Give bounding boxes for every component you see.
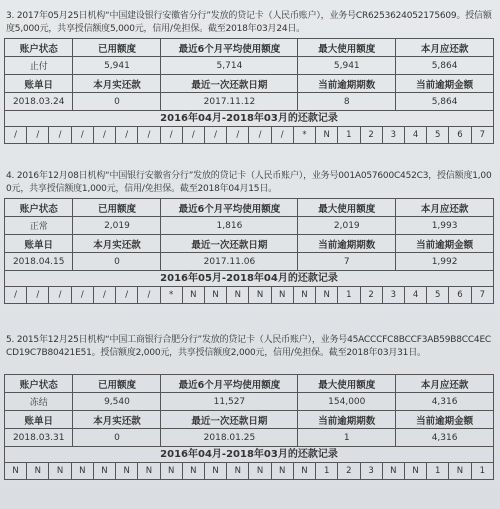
value-cell: 2,019: [73, 217, 161, 235]
value-cell: 8: [298, 93, 396, 111]
repayment-cell: N: [382, 463, 404, 480]
header-row: [5, 375, 494, 393]
value-cell: 1,992: [396, 253, 494, 271]
repayment-cell: /: [71, 287, 93, 304]
header-cell: 账单日: [5, 235, 73, 253]
header-cell: 本月应还款: [396, 199, 494, 217]
repayment-cell: 7: [471, 127, 493, 144]
value-cell: 0: [73, 429, 161, 447]
value-cell: 0: [73, 253, 161, 271]
repayment-cell: 1: [338, 127, 360, 144]
repayment-record-table: [4, 126, 494, 144]
repayment-cell: N: [227, 463, 249, 480]
header-cell: 本月实还款: [73, 235, 161, 253]
record-description: 3. 2017年05月25日机构“中国建设银行安徽省分行”发放的贷记卡（人民币账户），业务号CR625362405217560​9。授信额度5,000元，共享授信额度5,000元，信用/免担保。截至2018年03月24日。: [6, 11, 492, 34]
repayment-cell: N: [227, 287, 249, 304]
repayment-cell: /: [5, 287, 27, 304]
header-row: [5, 39, 494, 57]
repayment-cell: /: [93, 127, 115, 144]
header-cell: 最大使用额度: [298, 375, 396, 393]
value-cell: 1,816: [161, 217, 298, 235]
header-cell: 本月实还款: [73, 75, 161, 93]
value-row: [5, 253, 494, 271]
repayment-cell: *: [160, 287, 182, 304]
repayment-cell: 6: [449, 127, 471, 144]
repayment-cell: /: [204, 127, 226, 144]
repayment-cell: 4: [404, 287, 426, 304]
header-cell: 已用额度: [73, 375, 161, 393]
repayment-cell: /: [227, 127, 249, 144]
value-cell: 1: [298, 429, 396, 447]
repayment-cell: N: [182, 287, 204, 304]
account-summary-table: [4, 198, 494, 271]
header-row: [5, 75, 494, 93]
header-cell: 最近一次还款日期: [161, 235, 298, 253]
credit-card-record-3: [4, 10, 494, 144]
record-description: 5. 2015年12月25日机构“中国工商银行合肥分行”发放的贷记卡（人民币账户），业务号45ACCCFC8BCCF3AB59B8CC4ECCD19C7B80421E51。授信额度2,000元，共享授信额度2,000元，信用/免担保。截至2018年03月31日。: [6, 335, 492, 358]
repayment-cell: /: [49, 287, 71, 304]
value-cell: 止付: [5, 57, 73, 75]
value-cell: 2018.01.25: [161, 429, 298, 447]
repayment-cell: /: [27, 127, 49, 144]
header-cell: 账户状态: [5, 375, 73, 393]
repayment-cell: 4: [404, 127, 426, 144]
repayment-cell: N: [204, 287, 226, 304]
repayment-cell: 5: [427, 127, 449, 144]
header-cell: 当前逾期金额: [396, 411, 494, 429]
repayment-cell: 2: [338, 463, 360, 480]
header-row: [5, 199, 494, 217]
repayment-cell: /: [271, 127, 293, 144]
value-cell: 2018.04.15: [5, 253, 73, 271]
repayment-cell: /: [160, 127, 182, 144]
repayment-cell: 1: [338, 287, 360, 304]
header-cell: 最近6个月平均使用额度: [161, 375, 298, 393]
header-cell: 最近6个月平均使用额度: [161, 199, 298, 217]
repayment-cell: N: [116, 463, 138, 480]
repayment-record-row: [5, 463, 494, 480]
repayment-cell: /: [49, 127, 71, 144]
header-row: [5, 411, 494, 429]
repayment-cell: 1: [427, 463, 449, 480]
value-cell: 2018.03.24: [5, 93, 73, 111]
header-cell: 账单日: [5, 75, 73, 93]
header-cell: 当前逾期期数: [298, 411, 396, 429]
value-cell: 4,316: [396, 393, 494, 411]
header-cell: 账户状态: [5, 199, 73, 217]
value-cell: 5,941: [73, 57, 161, 75]
repayment-cell: N: [449, 463, 471, 480]
repayment-record-row: [5, 287, 494, 304]
repayment-cell: N: [204, 463, 226, 480]
repayment-record-table: [4, 462, 494, 480]
value-cell: 5,714: [161, 57, 298, 75]
header-cell: 当前逾期金额: [396, 235, 494, 253]
repayment-cell: 3: [382, 287, 404, 304]
value-cell: 9,540: [73, 393, 161, 411]
header-cell: 已用额度: [73, 199, 161, 217]
repayment-cell: N: [138, 463, 160, 480]
header-cell: 本月应还款: [396, 375, 494, 393]
value-row: [5, 393, 494, 411]
header-cell: 本月实还款: [73, 411, 161, 429]
repayment-cell: N: [93, 463, 115, 480]
repayment-cell: /: [138, 127, 160, 144]
header-cell: 当前逾期期数: [298, 235, 396, 253]
repayment-cell: /: [138, 287, 160, 304]
repayment-record-table: [4, 286, 494, 304]
repayment-cell: N: [271, 463, 293, 480]
header-row: [5, 235, 494, 253]
account-summary-table: [4, 38, 494, 111]
header-cell: 最近一次还款日期: [161, 411, 298, 429]
repayment-cell: /: [116, 127, 138, 144]
repayment-cell: N: [71, 463, 93, 480]
value-cell: 0: [73, 93, 161, 111]
repayment-cell: /: [116, 287, 138, 304]
repayment-cell: 7: [471, 287, 493, 304]
repayment-cell: N: [249, 463, 271, 480]
account-summary-table: [4, 374, 494, 447]
repayment-record-title: 2016年04月-2018年03月的还款记录: [4, 447, 494, 462]
repayment-cell: N: [404, 463, 426, 480]
value-cell: 正常: [5, 217, 73, 235]
repayment-cell: N: [182, 463, 204, 480]
repayment-cell: 2: [360, 287, 382, 304]
value-cell: 5,864: [396, 93, 494, 111]
value-cell: 11,527: [161, 393, 298, 411]
repayment-cell: 5: [427, 287, 449, 304]
value-cell: 2,019: [298, 217, 396, 235]
header-cell: 最近一次还款日期: [161, 75, 298, 93]
value-row: [5, 429, 494, 447]
header-cell: 已用额度: [73, 39, 161, 57]
credit-card-record-4: [4, 170, 494, 304]
repayment-cell: N: [293, 463, 315, 480]
repayment-cell: N: [249, 287, 271, 304]
repayment-cell: N: [271, 287, 293, 304]
repayment-cell: 6: [449, 287, 471, 304]
repayment-cell: N: [316, 127, 338, 144]
header-cell: 当前逾期金额: [396, 75, 494, 93]
value-cell: 4,316: [396, 429, 494, 447]
header-cell: 最大使用额度: [298, 199, 396, 217]
value-row: [5, 93, 494, 111]
repayment-cell: N: [160, 463, 182, 480]
value-row: [5, 217, 494, 235]
value-row: [5, 57, 494, 75]
value-cell: 7: [298, 253, 396, 271]
value-cell: 154,000: [298, 393, 396, 411]
value-cell: 2018.03.31: [5, 429, 73, 447]
record-description: 4. 2016年12月08日机构“中国银行安徽省分行”发放的贷记卡（人民币账户），业务号001A057600C452C3，授信额度1,000元，共享授信额度1,000元，信用/免担保。截至2018年04月15日。: [6, 171, 492, 194]
repayment-cell: 2: [360, 127, 382, 144]
repayment-cell: N: [27, 463, 49, 480]
value-cell: 5,864: [396, 57, 494, 75]
value-cell: 2017.11.12: [161, 93, 298, 111]
repayment-cell: 1: [471, 463, 493, 480]
value-cell: 1,993: [396, 217, 494, 235]
repayment-cell: /: [182, 127, 204, 144]
repayment-cell: N: [316, 287, 338, 304]
value-cell: 5,941: [298, 57, 396, 75]
value-cell: 2017.11.06: [161, 253, 298, 271]
header-cell: 账单日: [5, 411, 73, 429]
credit-card-record-5: [4, 334, 494, 480]
header-cell: 最近6个月平均使用额度: [161, 39, 298, 57]
header-cell: 最大使用额度: [298, 39, 396, 57]
repayment-record-title: 2016年05月-2018年04月的还款记录: [4, 271, 494, 286]
repayment-cell: N: [5, 463, 27, 480]
repayment-cell: 3: [360, 463, 382, 480]
repayment-cell: N: [49, 463, 71, 480]
header-cell: 账户状态: [5, 39, 73, 57]
repayment-cell: /: [71, 127, 93, 144]
value-cell: 冻结: [5, 393, 73, 411]
repayment-record-row: [5, 127, 494, 144]
header-cell: 本月应还款: [396, 39, 494, 57]
repayment-cell: *: [293, 127, 315, 144]
repayment-cell: /: [249, 127, 271, 144]
header-cell: 当前逾期期数: [298, 75, 396, 93]
repayment-cell: N: [293, 287, 315, 304]
repayment-cell: 1: [316, 463, 338, 480]
repayment-cell: /: [93, 287, 115, 304]
repayment-cell: /: [5, 127, 27, 144]
repayment-cell: 3: [382, 127, 404, 144]
repayment-cell: /: [27, 287, 49, 304]
repayment-record-title: 2016年04月-2018年03月的还款记录: [4, 111, 494, 126]
